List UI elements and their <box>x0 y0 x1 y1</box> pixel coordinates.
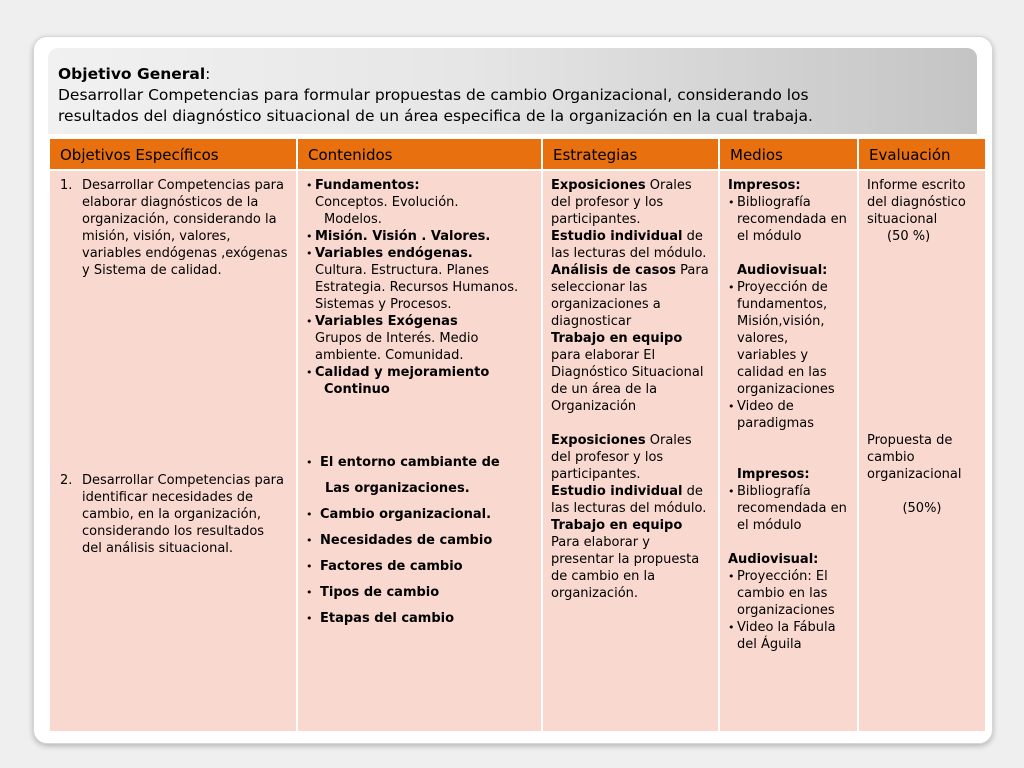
contenidos-block-2 <box>306 454 533 627</box>
strategy-item: Estudio individual de las lecturas del módulo. <box>551 229 707 261</box>
content-item: • Tipos de cambio <box>306 585 440 600</box>
evaluation-1 <box>867 177 977 245</box>
strategy-item: Estudio individual de las lecturas del módulo. <box>551 484 707 516</box>
media-item: • Video de paradigmas <box>728 399 815 431</box>
strategy-item: Trabajo en equipo Para elaborar y presentar la propuesta de cambio en la organización. <box>551 518 700 601</box>
col-header-evaluacion: Evaluación <box>858 138 986 170</box>
medios-block-2: Impresos: • Bibliografía recomendada en el módulo Audiovisual: • Proyección: El cambio en las organizaciones • Video la Fábula del Águila <box>728 466 849 653</box>
evaluation-2 <box>867 432 977 517</box>
evaluation-percent: (50 %) <box>887 229 931 244</box>
media-item: • Proyección de fundamentos, Misión,visión, valores, variables y calidad en las organizaciones <box>728 280 835 397</box>
media-item: • Bibliografía recomendada en el módulo <box>728 195 847 244</box>
evaluation-text: Propuesta de cambio organizacional <box>867 433 962 482</box>
col-header-objetivos: Objetivos Específicos <box>49 138 297 170</box>
objective-item-2: 2. Desarrollar Competencias para identificar necesidades de cambio, en la organización, considerando los resultados del análisis situacional. <box>60 473 284 556</box>
general-objective-line1: Desarrollar Competencias para formular propuestas de cambio Organizacional, considerando los <box>58 86 809 104</box>
estrategias-block-2 <box>551 432 710 602</box>
general-objective-colon: : <box>205 65 211 83</box>
general-objective-line2: resultados del diagnóstico situacional de un área especifica de la organización en la cual trabaja. <box>58 107 813 125</box>
content-item: • Cambio organizacional. <box>306 507 492 522</box>
general-objective-label: Objetivo General <box>58 65 206 83</box>
content-item: • Variables endógenas. Cultura. Estructura. Planes Estrategia. Recursos Humanos. Sistemas y Procesos. <box>306 246 519 312</box>
col-header-estrategias: Estrategias <box>542 138 719 170</box>
cell-evaluacion <box>858 170 986 732</box>
header-row <box>49 138 986 170</box>
col-header-medios: Medios <box>719 138 858 170</box>
media-item: • Bibliografía recomendada en el módulo <box>728 484 847 533</box>
objective-item-1: 1. Desarrollar Competencias para elaborar diagnósticos de la organización, considerando la misión, visión, valores, variables endógenas ,exógenas y Sistema de calidad. <box>60 178 288 278</box>
content-item: • Misión. Visión . Valores. <box>306 229 491 244</box>
cell-contenidos <box>297 170 542 732</box>
content-item: • Fundamentos: Conceptos. Evolución. Modelos. <box>306 178 459 227</box>
medios-block-1: Impresos: • Bibliografía recomendada en el módulo Audiovisual: • Proyección de fundamentos, Misión,visión, valores, variables y calidad en las organizaciones • Video de paradigmas <box>728 177 849 432</box>
content-item: • Factores de cambio <box>306 559 463 574</box>
cell-estrategias <box>542 170 719 732</box>
content-item: • Calidad y mejoramiento Continuo <box>306 365 490 397</box>
contenidos-block-1 <box>306 177 533 398</box>
media-item: • Video la Fábula del Águila <box>728 620 836 652</box>
strategy-item: Trabajo en equipo para elaborar El Diagnóstico Situacional de un área de la Organización <box>551 331 704 414</box>
col-header-contenidos: Contenidos <box>297 138 542 170</box>
strategy-item: Exposiciones Orales del profesor y los participantes. <box>551 178 692 227</box>
media-item: • Proyección: El cambio en las organizaciones <box>728 569 835 618</box>
evaluation-percent: (50%) <box>902 501 942 516</box>
content-item: • Etapas del cambio <box>306 611 455 626</box>
content-item: • El entorno cambiante de <box>306 455 500 470</box>
cell-medios <box>719 170 858 732</box>
evaluation-text: Informe escrito del diagnóstico situacional <box>867 178 966 227</box>
content-item: • Variables Exógenas Grupos de Interés. Medio ambiente. Comunidad. <box>306 314 479 363</box>
content-item: Las organizaciones. <box>325 481 470 496</box>
estrategias-block-1 <box>551 177 710 415</box>
cell-objetivos <box>49 170 297 732</box>
table-row <box>49 170 986 732</box>
plan-table <box>48 137 987 733</box>
general-objective <box>58 64 958 127</box>
strategy-item: Exposiciones Orales del profesor y los participantes. <box>551 433 692 482</box>
strategy-item: Análisis de casos Para seleccionar las organizaciones a diagnosticar <box>551 263 709 329</box>
content-item: • Necesidades de cambio <box>306 533 493 548</box>
